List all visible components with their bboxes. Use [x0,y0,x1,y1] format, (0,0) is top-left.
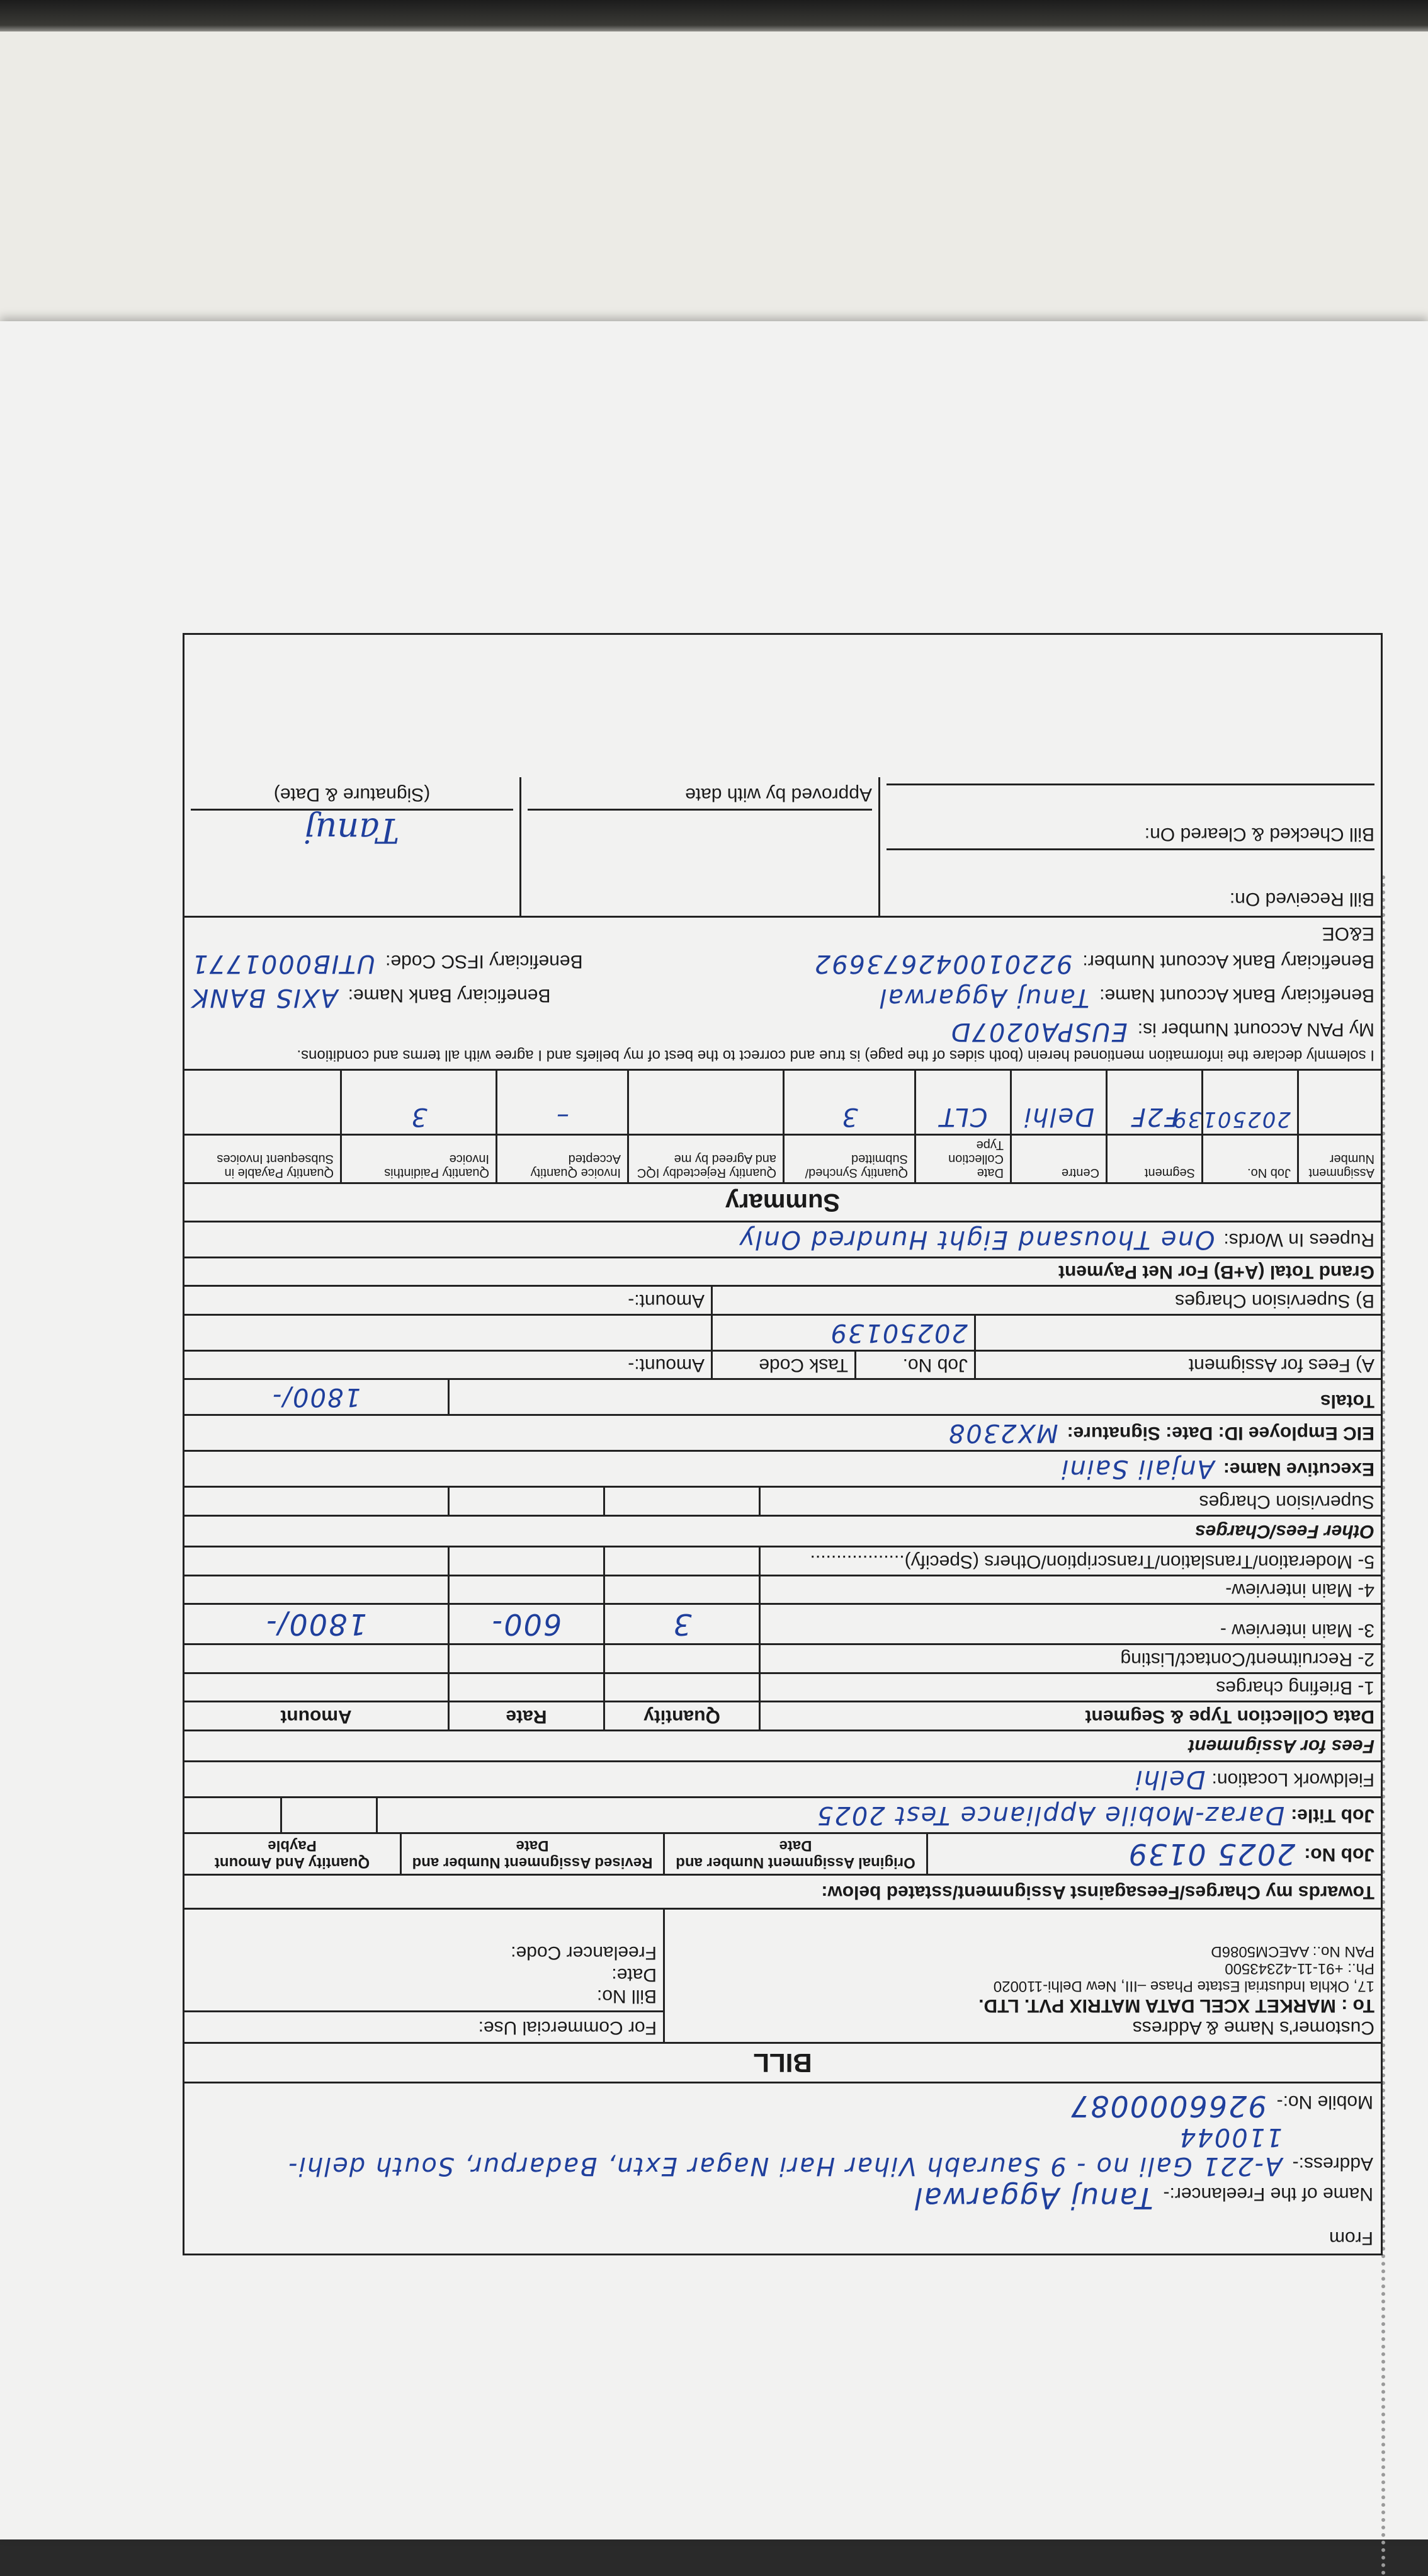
summary-cell [184,1071,340,1134]
fees-row-quantity [603,1674,759,1701]
summary-cell: 3 [340,1071,496,1134]
job-no-label: Job No: [1304,1844,1374,1865]
commercial-block [184,1910,663,2042]
fees-assignment-label: A) Fees for Assigment [974,1352,1381,1379]
customer-label: Customer's Name & Address [1132,2017,1374,2038]
job-title-row [184,1796,1381,1832]
bill-received-label: Bill Received On: [1229,888,1374,909]
executive-label: Executive Name: [1223,1459,1374,1480]
signature-date-label: (Signature & Date) [191,784,513,811]
signature-block [184,777,519,916]
fees-assignment-row [184,1350,1381,1379]
fees-header-row [184,1701,1381,1730]
fees-row [184,1575,1381,1604]
from-section [184,2082,1381,2254]
freelancer-name: Tanuj Aggarwal [913,2181,1153,2215]
fees-row-quantity: 3 [603,1605,759,1643]
summary-cell [627,1071,783,1134]
bill-checked-label: Bill Checked & Cleared On: [887,823,1374,850]
fees-row [184,1546,1381,1575]
amount-header: Amount:- [628,1355,705,1376]
rupees-value: One Thousand Eight Hundred Only [738,1224,1215,1254]
fees-row-label: 2- Recruitment/Contact/Listing [759,1645,1381,1672]
supervision-label: Supervision Charges [759,1488,1381,1515]
approved-label: Approved by with date [528,784,872,811]
grand-total-label: Grand Total (A+B) For Net Payment [1058,1262,1374,1283]
fees-row [184,1603,1381,1643]
customer-block [663,1910,1381,2042]
bill-form [183,633,1383,2255]
summary-header-row [184,1134,1381,1182]
from-label: From [1329,2228,1373,2248]
summary-header: Job No. [1201,1136,1297,1182]
fees-row-quantity [603,1645,759,1672]
fees-row-amount [184,1674,448,1701]
revised-assignment-header: Revised Assignment Number and Date [400,1834,663,1874]
job-row [184,1832,1381,1874]
supervision-amount-label: Amount:- [628,1290,705,1311]
eic-label: EIC Employee ID: Date: Signature: [1067,1423,1374,1444]
assignment-job-value: 20250139 [711,1316,974,1350]
freelancer-label: Name of the Freelancer:- [1163,2184,1373,2204]
supervision-charges-label: B) Supervision Charges [711,1287,1381,1314]
ifsc-value: UTIB0001771 [191,949,376,979]
job-title-value: Daraz-Mobile Appliance Test 2025 [815,1801,1285,1830]
fees-row-label: 5- Moderation/Translation/Transcription/Others (Specify).................. [759,1547,1381,1575]
fees-row [184,1643,1381,1672]
original-assignment-header: Original Assignment Number and Date [663,1834,926,1874]
customer-row [184,1908,1381,2042]
customer-phone: Ph.: +91-11-42343500 [1225,1960,1374,1978]
totals-value: 1800/- [271,1382,361,1412]
summary-header: Segment [1106,1136,1201,1182]
pan-label: My PAN Account Number is: [1137,1019,1374,1040]
summary-cell: F2F [1106,1071,1201,1134]
customer-address: 17, Okhla Industrial Estate Phase –III, New Delhi-110020 [993,1977,1374,1995]
fieldwork-value: Delhi [1134,1765,1206,1794]
fees-row-rate: 600- [448,1605,603,1643]
totals-row [184,1378,1381,1414]
other-fees-heading: Other Fees/Charges [184,1515,1381,1546]
summary-heading: Summary [184,1182,1381,1221]
summary-cell: 20250139 [1201,1071,1297,1134]
job-no-value: 2025 0139 [1127,1837,1296,1872]
rupees-label: Rupees In Words: [1223,1229,1374,1250]
job-title-label: Job Title: [1291,1805,1374,1827]
freelancer-code-label: Freelancer Code: [511,1942,657,1964]
handwritten-signature: Tanuj [304,811,400,851]
declaration-text: I solemnly declare the information mentioned herein (both sides of the page) is true and correct to the best of my beliefs and I agree with all terms and conditions. [297,1046,1374,1064]
grand-total-row [184,1257,1381,1285]
fees-col-type: Data Collection Type & Segment [759,1702,1381,1730]
towards-line: Towards my Charges/Feesagainst Assignment/sstated below: [184,1874,1381,1908]
fees-assignment-values [184,1314,1381,1350]
summary-header: Centre [1010,1136,1106,1182]
quantity-payable-header: Quantity And Amount Payble [214,1837,370,1872]
executive-row [184,1450,1381,1486]
bill-status-block [878,777,1381,916]
totals-label: Totals [448,1380,1381,1414]
account-name-label: Beneficiary Bank Account Name: [1099,985,1374,1006]
summary-header: Quantity Paidinthis Invoice [340,1136,496,1182]
fees-row-label: 1- Briefing charges [759,1674,1381,1701]
pan-value: EUSPA0207D [949,1017,1128,1047]
supervision-row [184,1486,1381,1515]
eoe-label: E&OE [1322,923,1374,945]
approval-block [519,777,878,916]
fees-col-amount: Amount [280,1706,352,1727]
fees-col-quantity: Quantity [603,1702,759,1730]
summary-header: Quantity Rejectedby IQC and Agreed by me [627,1136,783,1182]
fees-row-rate [448,1576,603,1604]
address-label: Address:- [1292,2153,1373,2174]
summary-cell: 3 [783,1071,914,1134]
summary-header: Quantity Payable in Subsequent Invoices [217,1151,334,1180]
job-no-header: Job No. [854,1352,974,1379]
ifsc-label: Beneficiary IFSC Code: [385,951,583,972]
eic-row [184,1414,1381,1450]
summary-header: Invoice Quantity Accepted [496,1136,627,1182]
fees-heading: Fees for Assignment [184,1730,1381,1761]
bank-name-label: Beneficiary Bank Name: [348,985,551,1006]
summary-value-row [184,1069,1381,1134]
fees-row-amount: 1800/- [265,1607,367,1642]
account-number-label: Beneficiary Bank Account Number: [1082,951,1374,972]
fees-row-rate [448,1547,603,1575]
supervision-charges-row [184,1285,1381,1314]
customer-to: To : MARKET XCEL DATA MATRIX PVT. LTD. [978,1995,1374,2017]
fieldwork-label: Fieldwork Location: [1211,1769,1374,1791]
account-name-value: Tanuj Aggarwal [878,983,1090,1013]
fees-row-quantity [603,1576,759,1604]
account-number-value: 922010042673692 [813,949,1073,979]
footer-row [184,777,1381,916]
fees-row-rate [448,1674,603,1701]
fees-row-amount [184,1547,448,1575]
fees-row-amount [184,1576,448,1604]
commercial-label: For Commercial Use: [184,2010,663,2042]
address-value: A-221 Gali no - 9 Saurabh Vihar Hari Nagar Extn, Badarpur, South delhi-110044 [287,2123,1283,2180]
fees-col-rate: Rate [448,1702,603,1730]
fieldwork-row [184,1760,1381,1796]
summary-header: Quantity Synched/ Submitted [783,1136,914,1182]
customer-pan: PAN No.: AAECM5086D [1211,1942,1374,1960]
summary-cell: – [496,1071,627,1134]
eic-value: MX2308 [947,1418,1058,1448]
task-code-header: Task Code [711,1352,854,1379]
mobile-value: 9266000087 [1069,2089,1267,2123]
fees-row-quantity [603,1547,759,1575]
fees-row [184,1672,1381,1701]
summary-header: Date Collection Type [914,1136,1010,1182]
rupees-row [184,1221,1381,1257]
bill-title: BILL [184,2042,1381,2082]
bank-name-value: AXIS BANK [191,983,338,1013]
fees-row-label: 4- Main interview- [759,1576,1381,1604]
executive-value: Anjali Saini [1060,1454,1215,1484]
fees-row-rate [448,1645,603,1672]
summary-cell: Delhi [1010,1071,1106,1134]
date-label: Date: [611,1964,657,1985]
fees-row-label: 3- Main interview - [759,1605,1381,1643]
fees-row-amount [184,1645,448,1672]
summary-cell: CLT [914,1071,1010,1134]
summary-cell [1297,1071,1381,1134]
declaration-block [184,916,1381,1069]
summary-header: Assignment Number [1297,1136,1381,1182]
bill-no-label: Bill No: [596,1986,657,2007]
mobile-label: Mobile No:- [1276,2092,1373,2112]
